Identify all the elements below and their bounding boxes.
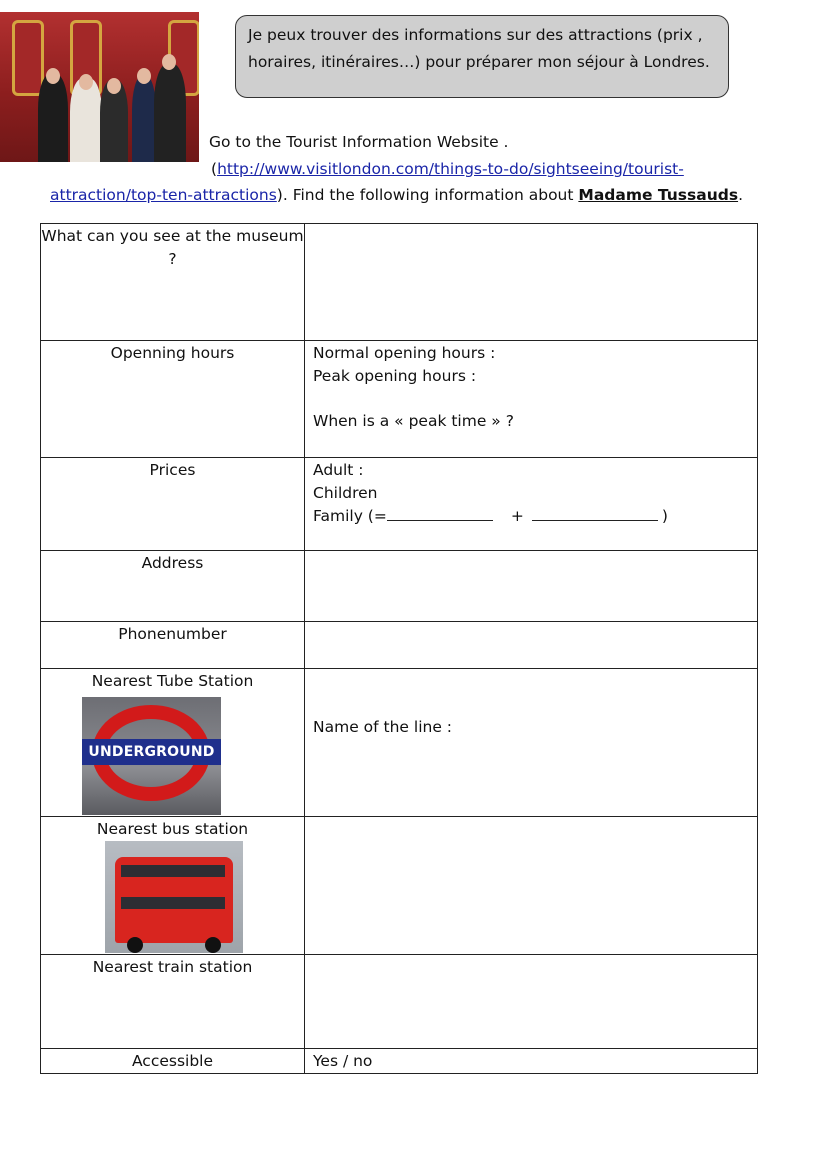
answer-line: Normal opening hours : [313, 344, 496, 362]
info-table [40, 223, 758, 1074]
instructions [50, 129, 790, 209]
bus-upper-windows [121, 865, 225, 877]
table-row [41, 458, 758, 551]
plus-sign: + [510, 507, 524, 525]
answer-cell[interactable] [305, 458, 758, 551]
paren-open: ( [211, 159, 218, 178]
answer-cell[interactable] [305, 622, 758, 669]
double-decker-bus-image [105, 841, 243, 953]
figure-head [162, 54, 176, 70]
table-row [41, 551, 758, 622]
answer-cell[interactable] [305, 1049, 758, 1074]
paren-close: ) [661, 507, 668, 525]
question-cell [41, 1049, 305, 1074]
bus-wheel [205, 937, 221, 953]
instruction-link-line [50, 156, 790, 183]
objective-text: Je peux trouver des informations sur des attractions (prix , horaires, itinéraires…) pour préparer mon séjour à Londres. [248, 26, 710, 71]
answer-line: Children [313, 484, 378, 502]
family-prefix: Family (= [313, 507, 387, 525]
table-row [41, 955, 758, 1049]
family-price-line [313, 505, 757, 528]
question-label: Prices [149, 461, 196, 479]
question-cell [41, 341, 305, 458]
figure-head [137, 68, 151, 84]
question-label: Accessible [131, 1052, 214, 1070]
table-row [41, 622, 758, 669]
question-label: Nearest Tube Station [91, 672, 254, 690]
question-label: Openning hours [110, 344, 235, 362]
answer-cell[interactable] [305, 551, 758, 622]
period: . [738, 186, 743, 204]
question-cell [41, 955, 305, 1049]
spacer [313, 670, 757, 716]
question-cell [41, 458, 305, 551]
table-row [41, 1049, 758, 1074]
answer-line: When is a « peak time » ? [313, 412, 514, 430]
instruction-line-3 [50, 186, 743, 204]
table-row [41, 669, 758, 817]
question-label: Phonenumber [118, 625, 227, 643]
question-label: Nearest bus station [96, 820, 249, 838]
instruction-line: Go to the Tourist Information Website . [209, 133, 509, 151]
answer-line: Yes / no [313, 1052, 373, 1070]
underground-sign-image [82, 697, 221, 815]
blank-line[interactable] [387, 506, 493, 521]
answer-cell[interactable] [305, 341, 758, 458]
table-row [41, 817, 758, 955]
table-row [41, 341, 758, 458]
objective-bubble [235, 15, 729, 98]
answer-line: Name of the line : [313, 718, 453, 736]
spacer [313, 388, 757, 410]
answer-line: Peak opening hours : [313, 367, 477, 385]
website-link-part1[interactable]: http://www.visitlondon.com/things-to-do/sightseeing/tourist- [217, 159, 684, 178]
attraction-name: Madame Tussauds [578, 186, 739, 204]
bus-wheel [127, 937, 143, 953]
question-label: Nearest train station [92, 958, 253, 976]
question-cell [41, 669, 305, 817]
table-row [41, 224, 758, 341]
underground-sign-text: UNDERGROUND [82, 739, 221, 765]
instruction-text: ). Find the following information about [276, 186, 579, 204]
gold-frame-decoration [12, 20, 44, 96]
bus-lower-windows [121, 897, 225, 909]
answer-cell[interactable] [305, 669, 758, 817]
website-link-part2[interactable]: attraction/top-ten-attractions [50, 186, 277, 204]
question-label: What can you see at the museum ? [41, 227, 304, 268]
question-label: Address [141, 554, 204, 572]
figure-head [107, 78, 121, 94]
question-cell [41, 817, 305, 955]
figure-head [46, 68, 60, 84]
question-cell [41, 224, 305, 341]
answer-cell[interactable] [305, 955, 758, 1049]
answer-cell[interactable] [305, 817, 758, 955]
question-cell [41, 551, 305, 622]
blank-line[interactable] [532, 506, 658, 521]
answer-line: Adult : [313, 461, 364, 479]
figure-head [79, 74, 93, 90]
question-cell [41, 622, 305, 669]
answer-cell[interactable] [305, 224, 758, 341]
